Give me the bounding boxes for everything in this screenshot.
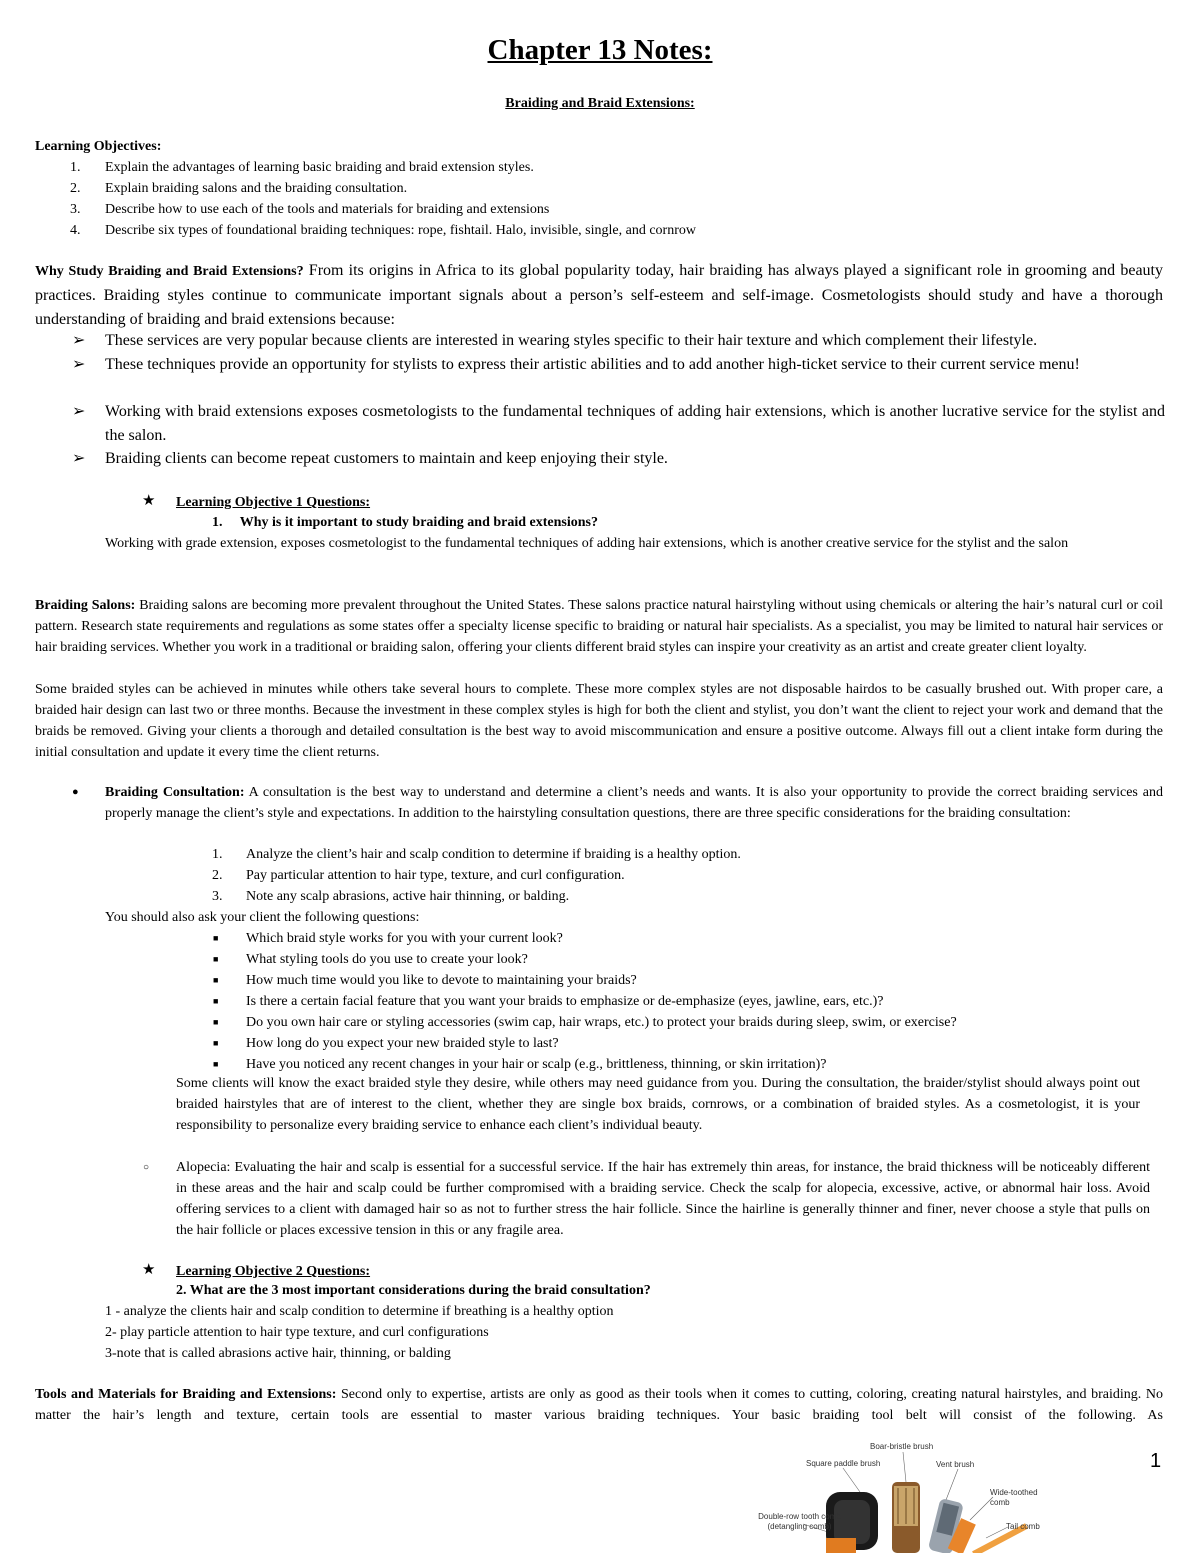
consultation-question: Have you noticed any recent changes in your hair or scalp (e.g., brittleness, thinning, or skin irritation)?: [246, 1057, 827, 1072]
page-title: Chapter 13 Notes:: [487, 34, 713, 66]
circle-bullet-icon: ○: [143, 1162, 150, 1173]
why-study-bullet: Braiding clients can become repeat customers to maintain and keep enjoying their style.: [105, 450, 668, 467]
star-icon: ★: [142, 1262, 156, 1278]
braiding-tools-figure: [748, 1442, 1048, 1553]
objective-number: 4.: [70, 223, 81, 238]
lo2-heading: Learning Objective 2 Questions:: [176, 1264, 371, 1279]
figure-label-detangle: Double-row tooth comb (detangling comb): [758, 1512, 841, 1531]
square-bullet-icon: ■: [213, 1059, 219, 1069]
arrow-bullet-icon: ➢: [72, 450, 86, 467]
figure-label-vent: Vent brush: [936, 1460, 975, 1469]
braiding-salons-paragraph: [35, 595, 1163, 658]
tools-heading: Tools and Materials for Braiding and Extensions:: [35, 1387, 337, 1402]
square-bullet-icon: ■: [213, 1017, 219, 1027]
consultation-question: How long do you expect your new braided style to last?: [246, 1036, 559, 1051]
braiding-salons-heading: Braiding Salons:: [35, 598, 136, 613]
page-subtitle: Braiding and Braid Extensions:: [505, 96, 695, 111]
figure-label-wide: Wide-toothed comb: [990, 1488, 1038, 1507]
lo1-answer: Working with grade extension, exposes cosmetologist to the fundamental techniques of adding hair extensions, which is another creative service for the stylist and the salon: [105, 536, 1069, 551]
square-bullet-icon: ■: [213, 975, 219, 985]
questions-intro: You should also ask your client the following questions:: [105, 910, 420, 925]
figure-label-tail: Tail comb: [1006, 1522, 1040, 1531]
tools-paragraph: [35, 1384, 1163, 1426]
consideration-number: 3.: [212, 889, 223, 904]
why-study-bullet: Working with braid extensions exposes cosmetologists to the fundamental techniques of adding hair extensions, which is another lucrative service for the stylist and the salon.: [105, 403, 1165, 444]
consultation-question: Which braid style works for you with your current look?: [246, 931, 563, 946]
consultation-question: Do you own hair care or styling accessories (swim cap, hair wraps, etc.) to protect your braids during sleep, swim, or exercise?: [246, 1015, 957, 1030]
consultation-intro: A consultation is the best way to understand and determine a client’s needs and wants. It is also your opportunity to provide the correct braiding services and properly manage the client’s style and expectations. In addition to the hairstyling consultation questions, there are three specific considerations for the braiding consultation:: [105, 785, 1163, 821]
star-icon: ★: [142, 493, 156, 509]
page-number: 1: [1150, 1450, 1162, 1472]
figure-label-boar: Boar-bristle brush: [870, 1442, 934, 1451]
consultation-closing: Some clients will know the exact braided style they desire, while others may need guidance from you. During the consultation, the braider/stylist should always point out braided hairstyles that are of interest to the client, whether they are single box braids, cornrows, or a combination of braided styles. As a cosmetologist, it is your responsibility to personalize every braiding service to enhance each client’s individual beauty.: [176, 1076, 1140, 1133]
figure-label-paddle: Square paddle brush: [806, 1459, 881, 1468]
objective-number: 1.: [70, 160, 81, 175]
boar-bristle-brush-icon: [892, 1482, 920, 1553]
consultation-heading: Braiding Consultation:: [105, 785, 245, 800]
square-bullet-icon: ■: [213, 996, 219, 1006]
square-bullet-icon: ■: [213, 1038, 219, 1048]
objective-item: Explain braiding salons and the braiding consultation.: [105, 181, 408, 196]
consultation-question: Is there a certain facial feature that you want your braids to emphasize or de-emphasize (eyes, jawline, ears, etc.)?: [246, 994, 884, 1009]
objective-item: Describe how to use each of the tools and materials for braiding and extensions: [105, 202, 550, 217]
why-study-bullet: These services are very popular because clients are interested in wearing styles specific to their hair texture and which complement their lifestyle.: [105, 332, 1038, 349]
arrow-bullet-icon: ➢: [72, 356, 86, 373]
why-study-intro: From its origins in Africa to its global popularity today, hair braiding has always played a significant role in grooming and beauty practices. Braiding styles continue to communicate important signals about a person’s self-esteem and self-image. Cosmetologists should study and have a thorough understanding of braiding and braid extensions because:: [35, 262, 1164, 328]
consideration-item: Pay particular attention to hair type, texture, and curl configuration.: [246, 868, 625, 883]
lo1-question: 1. Why is it important to study braiding and braid extensions?: [212, 515, 598, 530]
consideration-number: 2.: [212, 868, 223, 883]
lo2-answer: 2- play particle attention to hair type texture, and curl configurations: [105, 1325, 489, 1340]
consideration-item: Analyze the client’s hair and scalp condition to determine if braiding is a healthy option.: [246, 847, 741, 862]
why-study-heading: Why Study Braiding and Braid Extensions?: [35, 264, 304, 279]
lo2-answer: 3-note that is called abrasions active hair, thinning, or balding: [105, 1346, 451, 1361]
tools-text: Second only to expertise, artists are only as good as their tools when it comes to cutting, coloring, creating natural hairstyles, and braiding. No matter the hair’s length and texture, certain tools are essential to master various braiding techniques. Your basic braiding tool belt will consist of the following. As: [35, 1387, 1164, 1423]
braiding-salons-text: Braiding salons are becoming more prevalent throughout the United States. These salons practice natural hairstyling without using chemicals or altering the hair’s natural curl or coil pattern. Research state requirements and regulations as some states offer a specialty license specific to braiding or natural hair specialists. As a specialist, you may be limited to natural hair services or hair braiding services. Whether you work in a traditional or braiding salon, offering your clients different braid styles can inspire your creativity as an artist and create greater client loyalty.: [35, 598, 1164, 655]
lo2-answer: 1 - analyze the clients hair and scalp condition to determine if breathing is a healthy option: [105, 1304, 614, 1319]
consultation-question: What styling tools do you use to create your look?: [246, 952, 528, 967]
braiding-salons-paragraph-2: Some braided styles can be achieved in minutes while others take several hours to complete. These more complex styles are not disposable hairdos to be casually brushed out. With proper care, a braided hair design can last two or three months. Because the investment in these complex styles is high for both the client and stylist, you don’t want the client to reject your work and demand that the braids be removed. Giving your clients a thorough and detailed consultation is the best way to avoid miscommunication and ensure a positive outcome. Always fill out a client intake form during the initial consultation and update it every time the client returns.: [35, 682, 1163, 760]
why-study-paragraph: [35, 259, 1163, 332]
why-study-bullet: These techniques provide an opportunity for stylists to express their artistic abilities and to add another high-ticket service to their current service menu!: [105, 356, 1080, 373]
square-bullet-icon: ■: [213, 954, 219, 964]
lo1-heading: Learning Objective 1 Questions:: [176, 495, 371, 510]
alopecia-paragraph: Alopecia: Evaluating the hair and scalp is essential for a successful service. If the hair has extremely thin areas, for instance, the braid thickness will be noticeably different in these areas and the hair and scalp could be further compromised with a braiding service. Check the scalp for alopecia, excessive, active, or abnormal hair loss. Avoid offering services to a client with damaged hair so as not to further stress the hair follicle. Since the hairline is generally thinner and finer, never choose a style that pulls on the hair follicle or places excessive tension in this or any fragile area.: [176, 1160, 1150, 1238]
objective-number: 3.: [70, 202, 81, 217]
consultation-paragraph: [105, 782, 1163, 824]
objective-item: Describe six types of foundational braiding techniques: rope, fishtail. Halo, invisible, single, and cornrow: [105, 223, 696, 238]
consideration-number: 1.: [212, 847, 223, 862]
detangling-comb-icon: [826, 1538, 856, 1553]
bullet-icon: ●: [72, 786, 79, 798]
lo2-question: 2. What are the 3 most important considerations during the braid consultation?: [176, 1283, 651, 1298]
arrow-bullet-icon: ➢: [72, 403, 86, 420]
objective-number: 2.: [70, 181, 81, 196]
consultation-question: How much time would you like to devote to maintaining your braids?: [246, 973, 637, 988]
learning-objectives-heading: Learning Objectives:: [35, 139, 162, 154]
arrow-bullet-icon: ➢: [72, 332, 86, 349]
consideration-item: Note any scalp abrasions, active hair thinning, or balding.: [246, 889, 570, 904]
objective-item: Explain the advantages of learning basic braiding and braid extension styles.: [105, 160, 534, 175]
square-bullet-icon: ■: [213, 933, 219, 943]
